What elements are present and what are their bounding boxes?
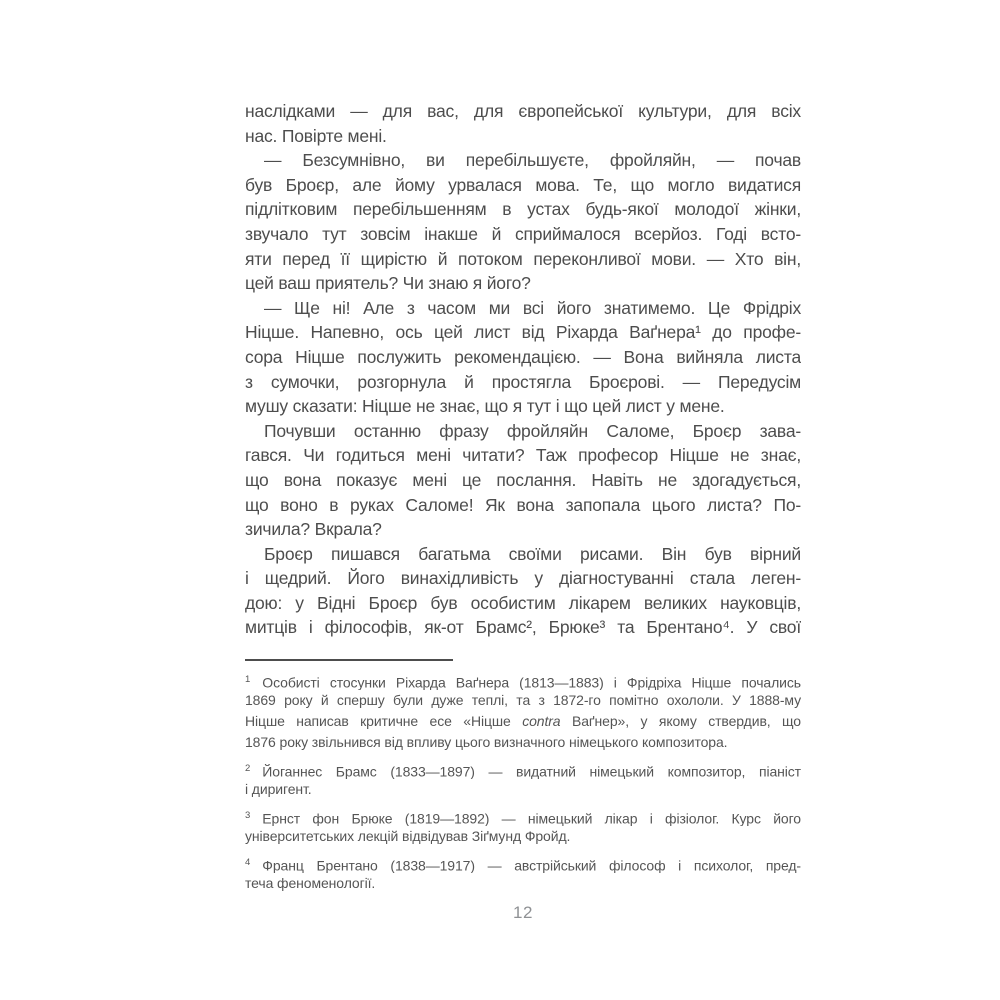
- text-line: звучало тут зовсім інакше й сприймалося всерйоз. Годі всто-: [245, 223, 801, 244]
- text-line: цей ваш приятель? Чи знаю я його?: [245, 273, 531, 294]
- text-line: підлітковим перебільшенням в устах будь-якої молодої жінки,: [245, 199, 801, 220]
- footnote: [245, 852, 801, 894]
- footnote-line: $^3$ Ернст фон Брюке (1819—1892) — німецький лікар і фізіолог. Курс його: [245, 810, 801, 827]
- main-text-block: [245, 99, 801, 640]
- footnote: [245, 669, 801, 753]
- text-line: — Безсумнівно, ви перебільшуєте, фройляйн, — почав: [264, 150, 801, 171]
- page-number: 12: [513, 903, 533, 923]
- text-line: гався. Чи годиться мені читати? Таж професор Ніцше не знає,: [245, 445, 801, 466]
- text-line: зичила? Вкрала?: [245, 519, 382, 540]
- text-line: нас. Повірте мені.: [245, 125, 387, 146]
- footnote-separator-rule: [245, 659, 453, 661]
- footnote-line: теча феноменології.: [245, 875, 376, 892]
- footnote-marker: 3: [245, 810, 251, 822]
- text-line: яти перед її щирістю й потоком переконливої мови. — Хто він,: [245, 248, 801, 269]
- paragraph: [245, 419, 801, 542]
- footnote-line: університетських лекцій відвідував Зіґмунд Фройд.: [245, 828, 571, 845]
- footnote-line: 1869 року й спершу були дуже теплі, та з 1872-го помітно охололи. У 1888-му: [245, 692, 801, 709]
- italic-text: contra: [522, 713, 561, 730]
- footnote-line: 1876 року звільнився від впливу цього визначного німецького композитора.: [245, 734, 728, 751]
- footnote-marker: 4: [245, 857, 251, 869]
- text-line: з сумочки, розгорнула й простягла Броєрові. — Передусім: [245, 371, 801, 392]
- text-line: Броєр пишався багатьма своїми рисами. Він був вірний: [264, 543, 801, 564]
- footnote-marker: 2: [245, 763, 251, 775]
- paragraph: [245, 148, 801, 296]
- text-line: митців і філософів, як-от Брамс², Брюке³ та Брентано⁴. У свої: [245, 617, 801, 638]
- text-line: Ніцше. Напевно, ось цей лист від Ріхарда Ваґнера¹ до профе-: [245, 322, 801, 343]
- footnote-line: $^1$ Особисті стосунки Ріхарда Ваґнера (1813—1883) і Фрідріха Ніцше почались: [245, 674, 801, 691]
- footnote-marker: 1: [245, 674, 251, 686]
- footnote-line: Ніцше написав критичне есе «Ніцше contra Ваґнер», у якому ствердив, що: [245, 713, 801, 730]
- footnote: [245, 758, 801, 800]
- text-line: — Ще ні! Але з часом ми всі його знатимемо. Це Фрідріх: [264, 297, 801, 318]
- text-line: Почувши останню фразу фройляйн Саломе, Броєр зава-: [264, 420, 801, 441]
- footnotes-block: [245, 669, 801, 894]
- footnote-line: $^4$ Франц Брентано (1838—1917) — австрійський філософ і психолог, пред-: [245, 857, 801, 874]
- text-column: [245, 99, 801, 923]
- text-line: був Броєр, але йому урвалася мова. Те, що могло видатися: [245, 174, 801, 195]
- paragraph: [245, 542, 801, 640]
- text-line: наслідками — для вас, для європейської культури, для всіх: [245, 101, 801, 121]
- footnote-line: $^2$ Йоганнес Брамс (1833—1897) — видатний німецький композитор, піаніст: [245, 763, 801, 780]
- footnote: [245, 805, 801, 847]
- text-line: і щедрий. Його винахідливість у діагностуванні стала леген-: [245, 568, 801, 589]
- text-line: мушу сказати: Ніцше не знає, що я тут і що цей лист у мене.: [245, 396, 725, 417]
- text-line: сора Ніцше послужить рекомендацією. — Вона вийняла листа: [245, 346, 801, 367]
- text-line: дою: у Відні Броєр був особистим лікарем великих науковців,: [245, 592, 801, 613]
- paragraph: [245, 99, 801, 148]
- text-line: що воно в руках Саломе! Як вона запопала цього листа? По-: [245, 494, 801, 515]
- footnote-line: і диригент.: [245, 781, 312, 798]
- text-line: що вона показує мені це послання. Навіть не здогадується,: [245, 469, 801, 490]
- paragraph: [245, 296, 801, 419]
